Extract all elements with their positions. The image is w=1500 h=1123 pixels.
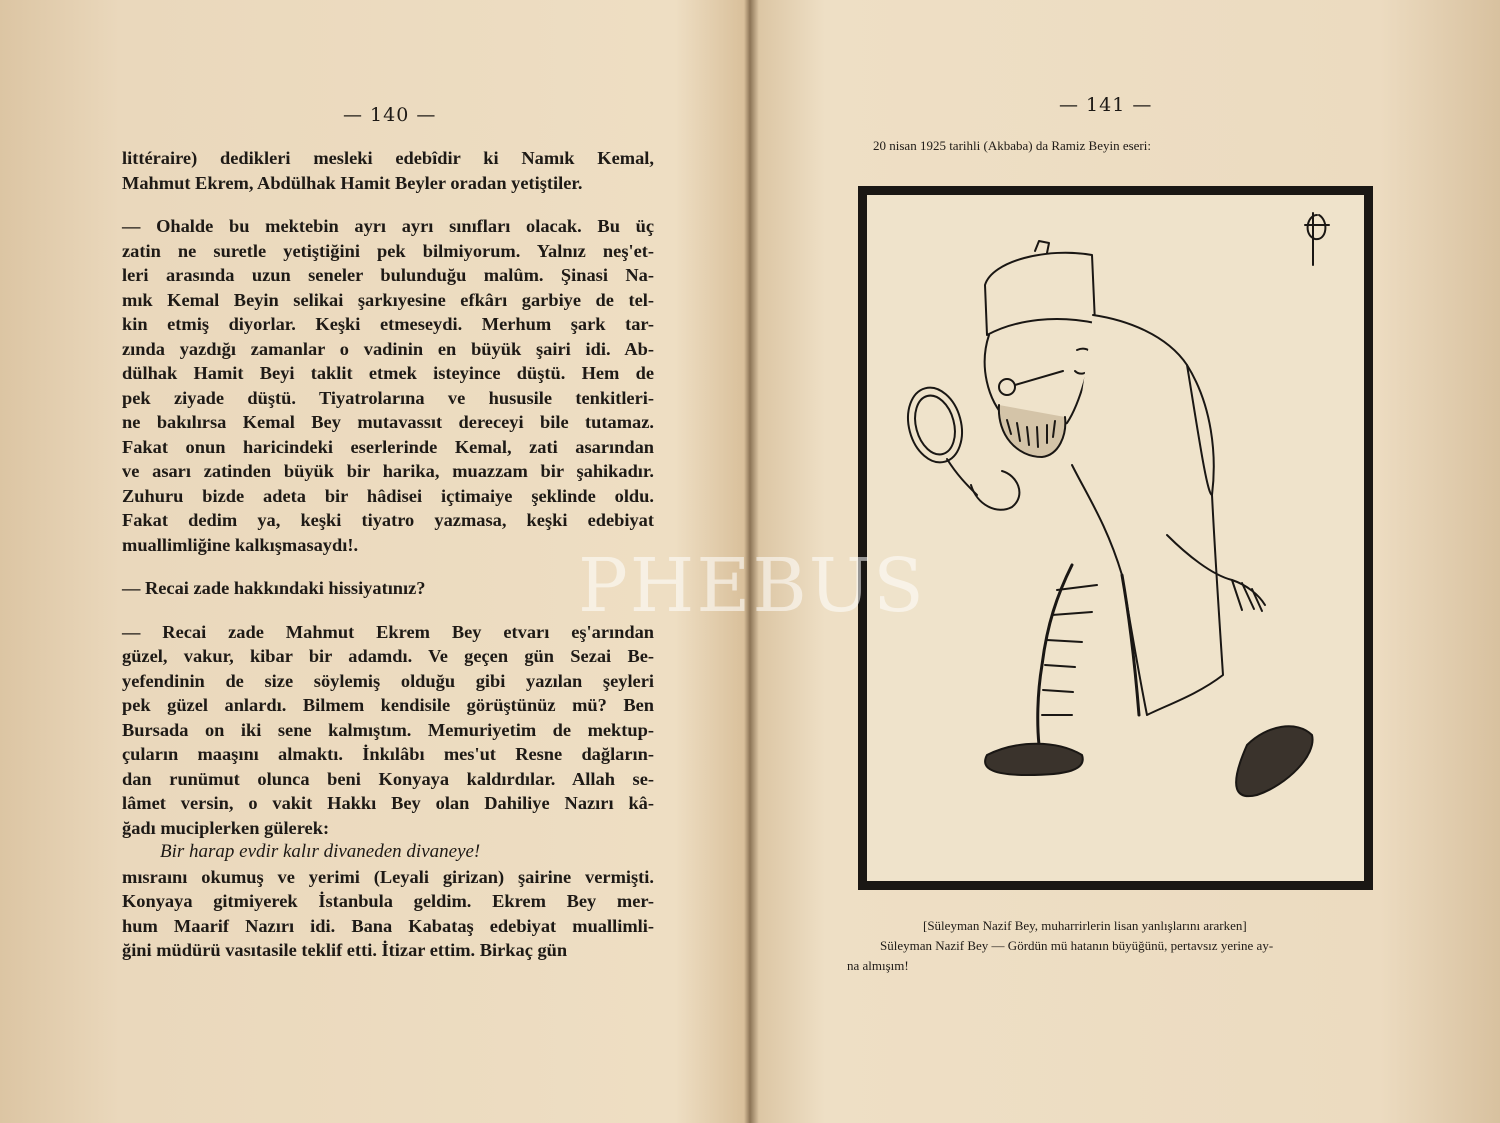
text-line: kin etmiş diyorlar. Keşki etmeseydi. Merhum şark tar- <box>122 314 654 334</box>
text-line: mık Kemal Beyin selikai şarkıyesine efkârı garbiye de tel- <box>122 289 654 310</box>
text-line: Bursada on iki sene kalmıştım. Memuriyetim de mektup- <box>122 719 654 740</box>
text-line: ve asarı zatinden büyük bir harika, muazzam bir şahikadır. <box>122 461 654 481</box>
text-line: Bir harap evdir kalır divaneden divaneye! <box>160 841 481 862</box>
text-line: — Recai zade hakkındaki hissiyatınız? <box>122 578 426 598</box>
artist-monogram-icon <box>1305 213 1329 265</box>
text-line <box>122 557 654 576</box>
text-line: muallimliğine kalkışmasaydı!. <box>122 534 359 555</box>
text-line: ne bakılırsa Kemal Bey mutavassıt dereceyi bile tutamaz. <box>122 412 654 432</box>
text-line <box>122 195 654 214</box>
text-line: Fakat dedim ya, keşki tiyatro yazmasa, keşki edebiyat <box>122 510 654 530</box>
page-number-141: — 141 — <box>1059 94 1153 116</box>
text-line: Mahmut Ekrem, Abdülhak Hamit Beyler oradan yetiştiler. <box>122 172 583 193</box>
text-line <box>122 601 654 620</box>
text-line: çuların maaşını almaktı. İnkılâbı mes'ut Resne dağların- <box>122 744 654 764</box>
caption-title: [Süleyman Nazif Bey, muharrirlerin lisan yanlışlarını ararken] <box>923 918 1247 933</box>
text-line: mısraını okumuş ve yerimi (Leyali girizan) şairine vermişti. <box>122 866 654 887</box>
text-line: zatin ne suretle yetiştiğini pek bilmiyorum. Yalnız neş'et- <box>122 240 654 261</box>
text-line: ğadı muciplerken gülerek: <box>122 817 330 838</box>
text-line: Zuhuru bizde adeta bir hâdisei içtimaiye şeklinde oldu. <box>122 485 654 506</box>
text-line: — Recai zade Mahmut Ekrem Bey etvarı eş'arından <box>122 621 654 642</box>
watermark: PHEBUS <box>578 543 926 629</box>
text-line: Konyaya gitmiyerek İstanbula geldim. Ekrem Bey mer- <box>122 891 654 911</box>
caption-dialogue: Süleyman Nazif Bey — Gördün mü hatanın büyüğünü, pertavsız yerine ay- <box>880 938 1274 953</box>
text-line: lâmet versin, o vakit Hakkı Bey olan Dahiliye Nazırı kâ- <box>122 793 654 813</box>
caption-dialogue-end: na almışım! <box>847 958 909 973</box>
left-page-text <box>122 146 654 963</box>
text-line: hum Maarif Nazırı idi. Bana Kabataş edebiyat muallimli- <box>122 915 654 936</box>
caricature-frame <box>858 186 1373 890</box>
text-line: ğini müdürü vasıtasile teklif etti. İtizar ettim. Birkaç gün <box>122 940 568 960</box>
text-line: yefendinin de size söylemiş olduğu gibi yazılan şeyleri <box>122 670 654 691</box>
text-line: leri arasında uzun seneler bulunduğu malûm. Şinasi Na- <box>122 265 654 285</box>
text-line: dan runümut olunca beni Konyaya kaldırdılar. Allah se- <box>122 768 654 789</box>
page-number-140: — 140 — <box>343 104 437 126</box>
text-line: Fakat onun haricindeki eserlerinde Kemal, zati asarından <box>122 436 654 457</box>
caricature-illustration <box>867 195 1364 881</box>
text-line: zında yazdığı zamanlar o vadinin en büyük şairi idi. Ab- <box>122 338 654 359</box>
text-line: dülhak Hamit Beyi taklit etmek isteyince düştü. Hem de <box>122 363 654 383</box>
text-line: pek güzel anlardı. Bilmem kendisile görüştünüz mü? Ben <box>122 695 654 715</box>
text-line: pek ziyade düştü. Tiyatrolarına ve hususile tenkitleri- <box>122 387 654 408</box>
text-line: littéraire) dedikleri mesleki edebîdir ki Namık Kemal, <box>122 148 654 168</box>
text-line: güzel, vakur, kibar bir adamdı. Ve geçen gün Sezai Be- <box>122 646 654 666</box>
text-line: — Ohalde bu mektebin ayrı ayrı sınıfları olacak. Bu üç <box>122 216 654 236</box>
illustration-intro: 20 nisan 1925 tarihli (Akbaba) da Ramiz Beyin eseri: <box>873 138 1151 153</box>
